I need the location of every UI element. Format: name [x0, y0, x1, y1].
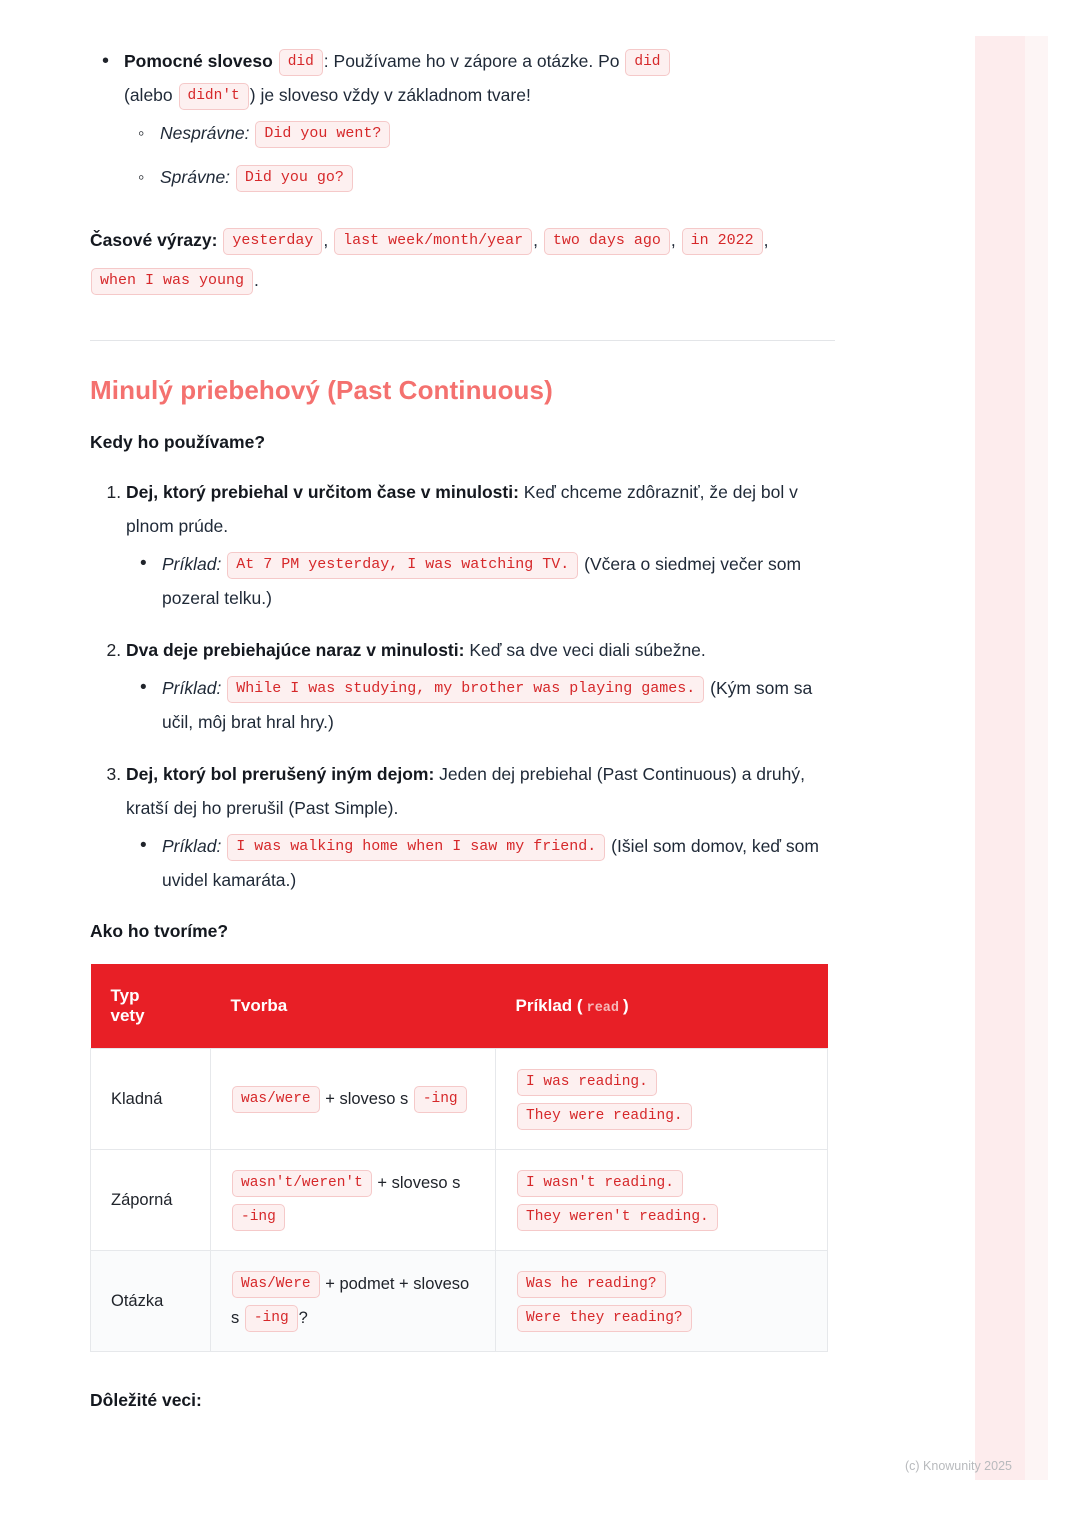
time-expressions-paragraph [90, 220, 835, 300]
sep-2: , [533, 230, 538, 250]
list-item [160, 160, 835, 194]
copyright-watermark: (c) Knowunity 2025 [904, 1459, 1012, 1473]
header-type-line2: vety [110, 1006, 145, 1025]
row-type-affirmative: Kladná [91, 1049, 211, 1150]
table-body [91, 1049, 828, 1352]
table-header-form: Tvorba [211, 964, 496, 1049]
table-header-row [91, 964, 828, 1049]
table-row [91, 1251, 828, 1352]
form-text: + sloveso s [377, 1174, 461, 1192]
past-continuous-table [90, 964, 828, 1352]
header-example-prefix: Príklad ( [515, 996, 583, 1015]
code-chip-in-2022: in 2022 [682, 228, 763, 255]
section-divider [90, 340, 835, 341]
important-things-heading: Dôležité veci: [90, 1390, 202, 1410]
aux-verb-text: : Používame ho v zápore a otázke. Po [323, 51, 620, 71]
list-item [162, 547, 835, 615]
list-item [126, 757, 835, 897]
header-type-line1: Typ [110, 986, 140, 1005]
row-example-affirmative [496, 1049, 828, 1150]
document-content [90, 44, 835, 1411]
table-header-type [91, 964, 211, 1049]
code-chip-yesterday: yesterday [223, 228, 322, 255]
table-row [91, 1150, 828, 1251]
table-row [91, 1049, 828, 1150]
form-text: + sloveso s [325, 1090, 409, 1108]
list-item [160, 116, 835, 150]
code-chip-example-3: I was walking home when I saw my friend. [227, 834, 605, 861]
aux-verb-line2-b: ) je sloveso vždy v základnom tvare! [249, 85, 531, 105]
aux-verb-label: Pomocné sloveso [124, 51, 273, 71]
code-chip-two-days-ago: two days ago [544, 228, 670, 255]
how-formed-heading: Ako ho tvoríme? [90, 921, 229, 941]
code-chip-did-2: did [625, 49, 669, 76]
use-1-examples [126, 547, 835, 615]
use-2-text: Keď sa dve veci diali súbežne. [469, 640, 706, 660]
use-1-title: Dej, ktorý prebiehal v určitom čase v minulosti: [126, 482, 519, 502]
use-1-text: Keď chceme zdôrazniť, že dej bol v plnom prúde. [126, 482, 798, 536]
example-label: Príklad: [162, 678, 222, 698]
time-expressions-label: Časové výrazy: [90, 230, 218, 250]
example-label: Príklad: [162, 554, 222, 574]
row-form-negative [211, 1150, 496, 1251]
list-item [126, 475, 835, 615]
form-tail: ? [298, 1309, 308, 1327]
sentence-end: . [254, 270, 259, 290]
list-item [126, 633, 835, 739]
code-chip-example-1: At 7 PM yesterday, I was watching TV. [227, 552, 578, 579]
example-translation-3: (Išiel som domov, keď som uvidel kamaráta.) [162, 836, 819, 890]
code-chip-ing: -ing [232, 1204, 285, 1231]
code-chip-ing: -ing [414, 1086, 467, 1113]
use-3-text: Jeden dej prebiehal (Past Continuous) a druhý, kratší dej ho prerušil (Past Simple). [126, 764, 805, 818]
header-example-suffix: ) [623, 996, 629, 1015]
row-form-question [211, 1251, 496, 1352]
table-head [91, 964, 828, 1049]
sep-1: , [323, 230, 329, 250]
table-header-example [496, 964, 828, 1049]
page-edge-decoration-inner [1025, 36, 1048, 1480]
row-form-affirmative [211, 1049, 496, 1150]
sep-3: , [670, 230, 676, 250]
code-chip-ing: -ing [245, 1305, 298, 1332]
row-example-question [496, 1251, 828, 1352]
list-item [162, 671, 835, 739]
code-chip-ex-q-1: Was he reading? [517, 1271, 666, 1298]
list-item [124, 44, 835, 194]
code-chip-last-week: last week/month/year [334, 228, 532, 255]
correctness-examples [124, 116, 835, 194]
row-type-question: Otázka [91, 1251, 211, 1352]
page-edge-decoration [975, 36, 1025, 1480]
code-chip-ex-affirm-1: I was reading. [517, 1069, 657, 1096]
code-chip-was-were: was/were [232, 1086, 320, 1113]
header-example-code: read [586, 1001, 619, 1016]
code-chip-ex-q-2: Were they reading? [517, 1305, 692, 1332]
when-used-heading: Kedy ho používame? [90, 432, 266, 452]
code-chip-ex-neg-2: They weren't reading. [517, 1204, 718, 1231]
example-label: Príklad: [162, 836, 222, 856]
use-2-examples [126, 671, 835, 739]
list-item [162, 829, 835, 897]
uses-list [90, 475, 835, 897]
example-translation-2: (Kým som sa učil, môj brat hral hry.) [162, 678, 813, 732]
row-example-negative [496, 1150, 828, 1251]
code-chip-was-were-q: Was/Were [232, 1271, 320, 1298]
code-chip-did: did [279, 49, 323, 76]
aux-verb-line2-a: (alebo [124, 85, 173, 105]
page-title: Minulý priebehový (Past Continuous) [90, 375, 553, 405]
row-type-negative: Záporná [91, 1150, 211, 1251]
code-chip-correct: Did you go? [236, 165, 353, 192]
sep-4: , [763, 230, 769, 250]
use-3-examples [126, 829, 835, 897]
code-chip-example-2: While I was studying, my brother was playing games. [227, 676, 704, 703]
correct-label: Správne: [160, 167, 231, 187]
incorrect-label: Nesprávne: [160, 123, 250, 143]
auxiliary-verb-list [90, 44, 835, 194]
use-2-title: Dva deje prebiehajúce naraz v minulosti: [126, 640, 465, 660]
code-chip-ex-neg-1: I wasn't reading. [517, 1170, 683, 1197]
code-chip-incorrect: Did you went? [255, 121, 390, 148]
code-chip-wasnt-werent: wasn't/weren't [232, 1170, 372, 1197]
use-3-title: Dej, ktorý bol prerušený iným dejom: [126, 764, 435, 784]
example-translation-1: (Včera o siedmej večer som pozeral telku.) [162, 554, 802, 608]
code-chip-ex-affirm-2: They were reading. [517, 1103, 692, 1130]
form-text: + podmet + sloveso s [231, 1275, 470, 1327]
code-chip-when-i-was-young: when I was young [91, 268, 253, 295]
code-chip-didnt: didn't [179, 83, 249, 110]
